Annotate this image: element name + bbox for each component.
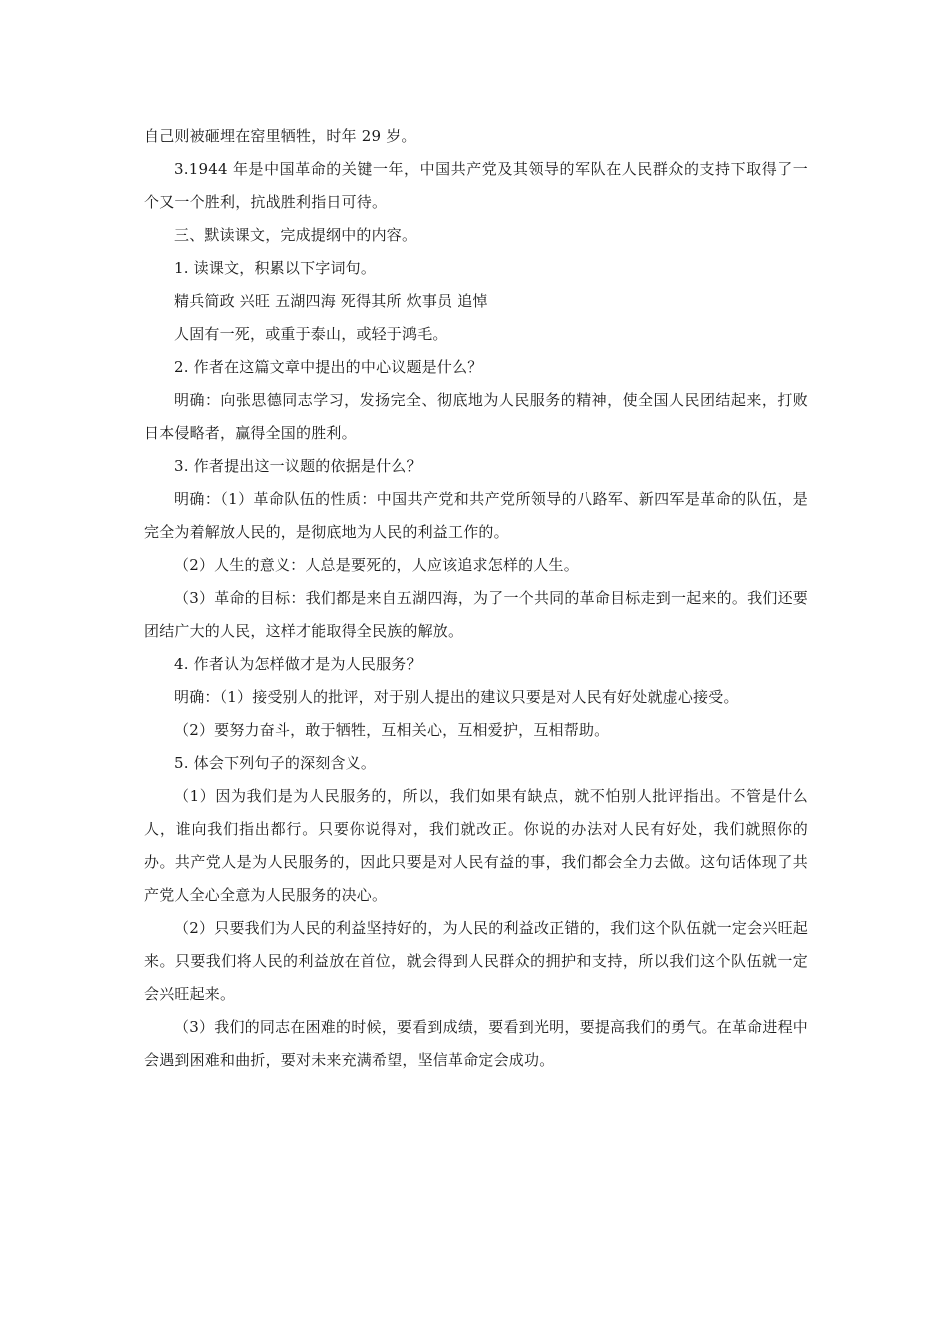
answer-2: 明确：向张思德同志学习，发扬完全、彻底地为人民服务的精神，使全国人民团结起来，打败日本侵略者，赢得全国的胜利。 xyxy=(144,391,808,442)
question-3: 3. 作者提出这一议题的依据是什么？ xyxy=(174,457,422,475)
quote-sentence: 人固有一死，或重于泰山，或轻于鸿毛。 xyxy=(174,325,448,343)
section-heading-3: 三、默读课文，完成提纲中的内容。 xyxy=(174,226,418,244)
document-page xyxy=(144,120,808,1077)
vocabulary-list: 精兵简政 兴旺 五湖四海 死得其所 炊事员 追悼 xyxy=(174,292,488,310)
question-2: 2. 作者在这篇文章中提出的中心议题是什么？ xyxy=(174,358,483,376)
paragraph-p01: 自己则被砸埋在窑里牺牲，时年 29 岁。 xyxy=(144,127,417,145)
question-5: 5. 体会下列句子的深刻含义。 xyxy=(174,754,377,772)
paragraph-p02: 3.1944 年是中国革命的关键一年，中国共产党及其领导的军队在人民群众的支持下取得了一个又一个胜利，抗战胜利指日可待。 xyxy=(144,160,808,211)
answer-5-3: （3）我们的同志在困难的时候，要看到成绩，要看到光明，要提高我们的勇气。在革命进程中会遇到困难和曲折，要对未来充满希望，坚信革命定会成功。 xyxy=(144,1018,808,1069)
answer-4-1: 明确：（1）接受别人的批评，对于别人提出的建议只要是对人民有好处就虚心接受。 xyxy=(174,688,739,706)
answer-3-2: （2）人生的意义：人总是要死的，人应该追求怎样的人生。 xyxy=(174,556,579,574)
answer-4-2: （2）要努力奋斗，敢于牺牲，互相关心，互相爱护，互相帮助。 xyxy=(174,721,610,739)
answer-5-1: （1）因为我们是为人民服务的，所以，我们如果有缺点，就不怕别人批评指出。不管是什么人，谁向我们指出都行。只要你说得对，我们就改正。你说的办法对人民有好处，我们就照你的办。共产党人是为人民服务的，因此只要是对人民有益的事，我们都会全力去做。这句话体现了共产党人全心全意为人民服务的决心。 xyxy=(144,787,808,904)
answer-5-2: （2）只要我们为人民的利益坚持好的，为人民的利益改正错的，我们这个队伍就一定会兴旺起来。只要我们将人民的利益放在首位，就会得到人民群众的拥护和支持，所以我们这个队伍就一定会兴旺起来。 xyxy=(144,919,808,1003)
answer-3-1: 明确：（1）革命队伍的性质：中国共产党和共产党所领导的八路军、新四军是革命的队伍，是完全为着解放人民的，是彻底地为人民的利益工作的。 xyxy=(144,490,808,541)
answer-3-3: （3）革命的目标：我们都是来自五湖四海，为了一个共同的革命目标走到一起来的。我们还要团结广大的人民，这样才能取得全民族的解放。 xyxy=(144,589,808,640)
question-4: 4. 作者认为怎样做才是为人民服务？ xyxy=(174,655,422,673)
question-1: 1. 读课文，积累以下字词句。 xyxy=(174,259,377,277)
